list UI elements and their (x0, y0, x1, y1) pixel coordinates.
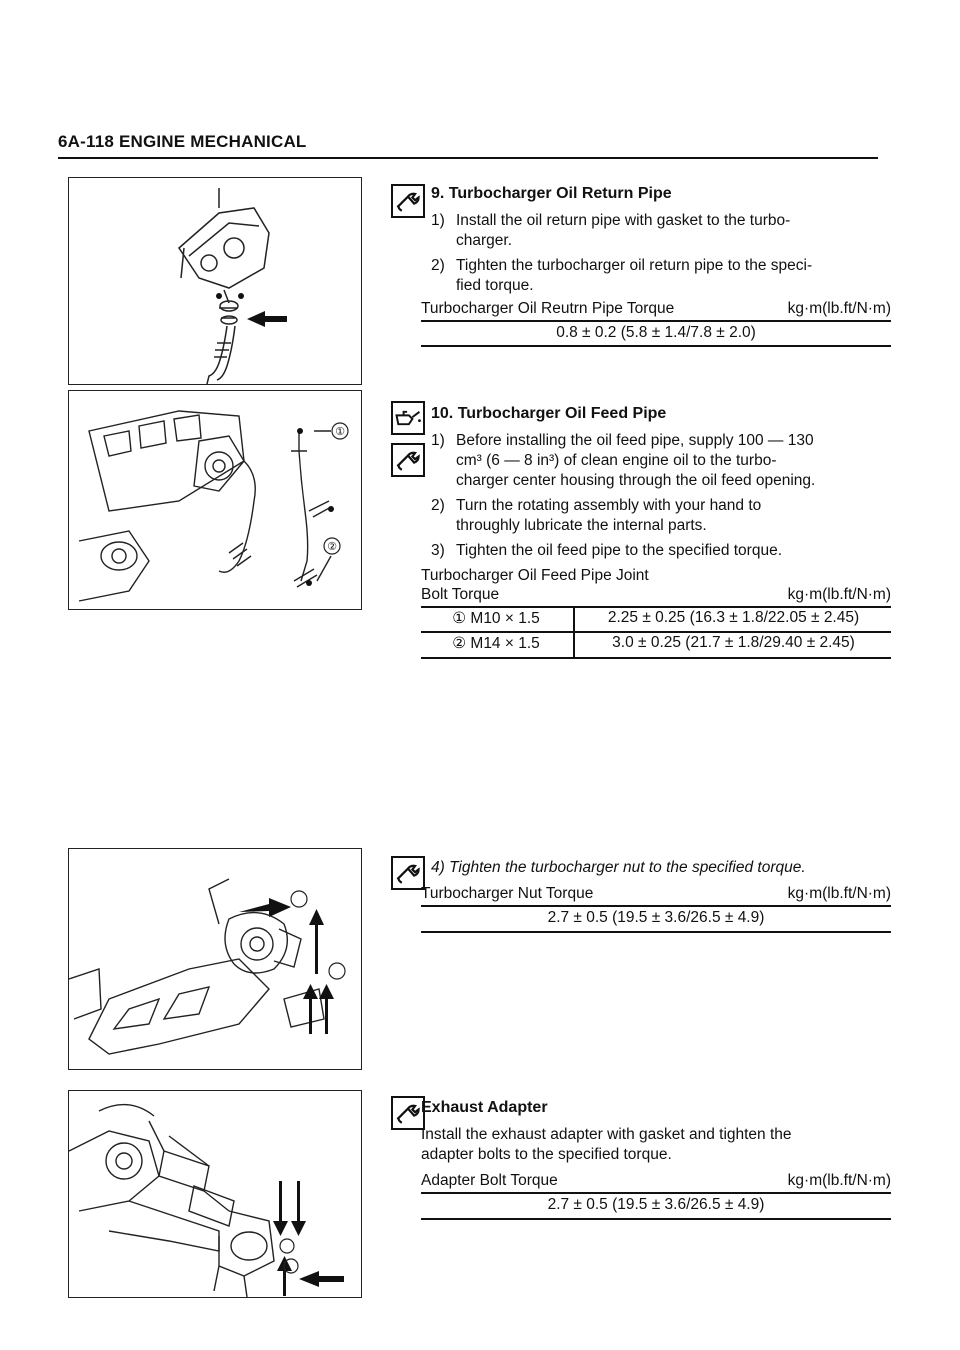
table-row-1-size: ① M10 × 1.5 (452, 610, 540, 627)
spec-rule (421, 320, 891, 322)
step-number: 1) (431, 212, 445, 229)
step-text-line: fied torque. (456, 277, 534, 294)
callout-2: ② (327, 540, 337, 553)
step-text-line: Install the oil return pipe with gasket to the turbo- (456, 212, 791, 229)
step-text-line: Before installing the oil feed pipe, supply 100 — 130 (456, 432, 814, 449)
table-row-1-value: 2.25 ± 0.25 (16.3 ± 1.8/22.05 ± 2.45) (607, 609, 860, 626)
section9-spec-header (421, 300, 891, 318)
header-rule (58, 157, 878, 159)
step-text-line: Tighten the turbocharger oil return pipe to the speci- (456, 257, 813, 274)
step-text-line: charger center housing through the oil feed opening. (456, 472, 816, 489)
spec-unit: kg·m(lb.ft/N·m) (787, 586, 891, 603)
section9-title: 9. Turbocharger Oil Return Pipe (431, 185, 672, 202)
oil-can-icon (391, 401, 425, 435)
illustration-turbocharger-nuts (69, 849, 361, 1069)
step-text-line: Tighten the oil feed pipe to the specified torque. (456, 542, 783, 559)
illustration-oil-return-pipe (69, 178, 361, 384)
exhaust-line-1: Install the exhaust adapter with gasket and tighten the (421, 1126, 792, 1143)
torque-wrench-icon (391, 443, 425, 477)
spec-rule (421, 931, 891, 933)
torque-wrench-icon (391, 856, 425, 890)
section10-title: 10. Turbocharger Oil Feed Pipe (431, 405, 667, 422)
section4-spec-value: 2.7 ± 0.5 (19.5 ± 3.6/26.5 ± 4.9) (547, 909, 765, 926)
torque-wrench-icon (391, 184, 425, 218)
exhaust-title: Exhaust Adapter (421, 1099, 548, 1116)
exhaust-spec-header (421, 1172, 891, 1190)
table-row-2-value: 3.0 ± 0.25 (21.7 ± 1.8/29.40 ± 2.45) (612, 634, 855, 651)
spec-rule (421, 1218, 891, 1220)
spec-unit: kg·m(lb.ft/N·m) (787, 1172, 891, 1189)
section4-step: 4) Tighten the turbocharger nut to the specified torque. (431, 859, 806, 876)
step-number: 2) (431, 257, 445, 274)
spec-rule (421, 657, 891, 659)
step-text-line: throughly lubricate the internal parts. (456, 517, 707, 534)
spec-label: Turbocharger Nut Torque (421, 885, 594, 902)
page-header: 6A-118 ENGINE MECHANICAL (58, 132, 307, 151)
callout-1: ① (335, 425, 345, 438)
table-row-2-size: ② M14 × 1.5 (452, 635, 540, 652)
step-text-line: Turn the rotating assembly with your hand to (456, 497, 762, 514)
figure-oil-return-pipe (68, 177, 362, 385)
step-number: 2) (431, 497, 445, 514)
step-text-line: charger. (456, 232, 513, 249)
step-number: 3) (431, 542, 445, 559)
section10-spec-label-1: Turbocharger Oil Feed Pipe Joint (421, 567, 649, 584)
step-number: 1) (431, 432, 445, 449)
figure-turbocharger-nuts (68, 848, 362, 1070)
illustration-oil-feed-pipe (69, 391, 361, 609)
exhaust-spec-value: 2.7 ± 0.5 (19.5 ± 3.6/26.5 ± 4.9) (547, 1196, 765, 1213)
spec-rule (421, 905, 891, 907)
spec-unit: kg·m(lb.ft/N·m) (787, 300, 891, 317)
spec-label: Turbocharger Oil Reutrn Pipe Torque (421, 300, 675, 317)
illustration-exhaust-adapter (69, 1091, 361, 1297)
figure-oil-feed-pipe (68, 390, 362, 610)
section4-spec-header (421, 885, 891, 903)
torque-wrench-icon (391, 1096, 425, 1130)
spec-label: Adapter Bolt Torque (421, 1172, 558, 1189)
spec-rule (421, 631, 891, 633)
spec-rule (421, 1192, 891, 1194)
spec-label: Bolt Torque (421, 586, 500, 603)
step-text-line: cm³ (6 — 8 in³) of clean engine oil to the turbo- (456, 452, 777, 469)
spec-rule (421, 606, 891, 608)
spec-unit: kg·m(lb.ft/N·m) (787, 885, 891, 902)
spec-rule (421, 345, 891, 347)
figure-exhaust-adapter (68, 1090, 362, 1298)
exhaust-line-2: adapter bolts to the specified torque. (421, 1146, 672, 1163)
section9-spec-value: 0.8 ± 0.2 (5.8 ± 1.4/7.8 ± 2.0) (556, 324, 756, 341)
section10-spec-header (421, 586, 891, 604)
